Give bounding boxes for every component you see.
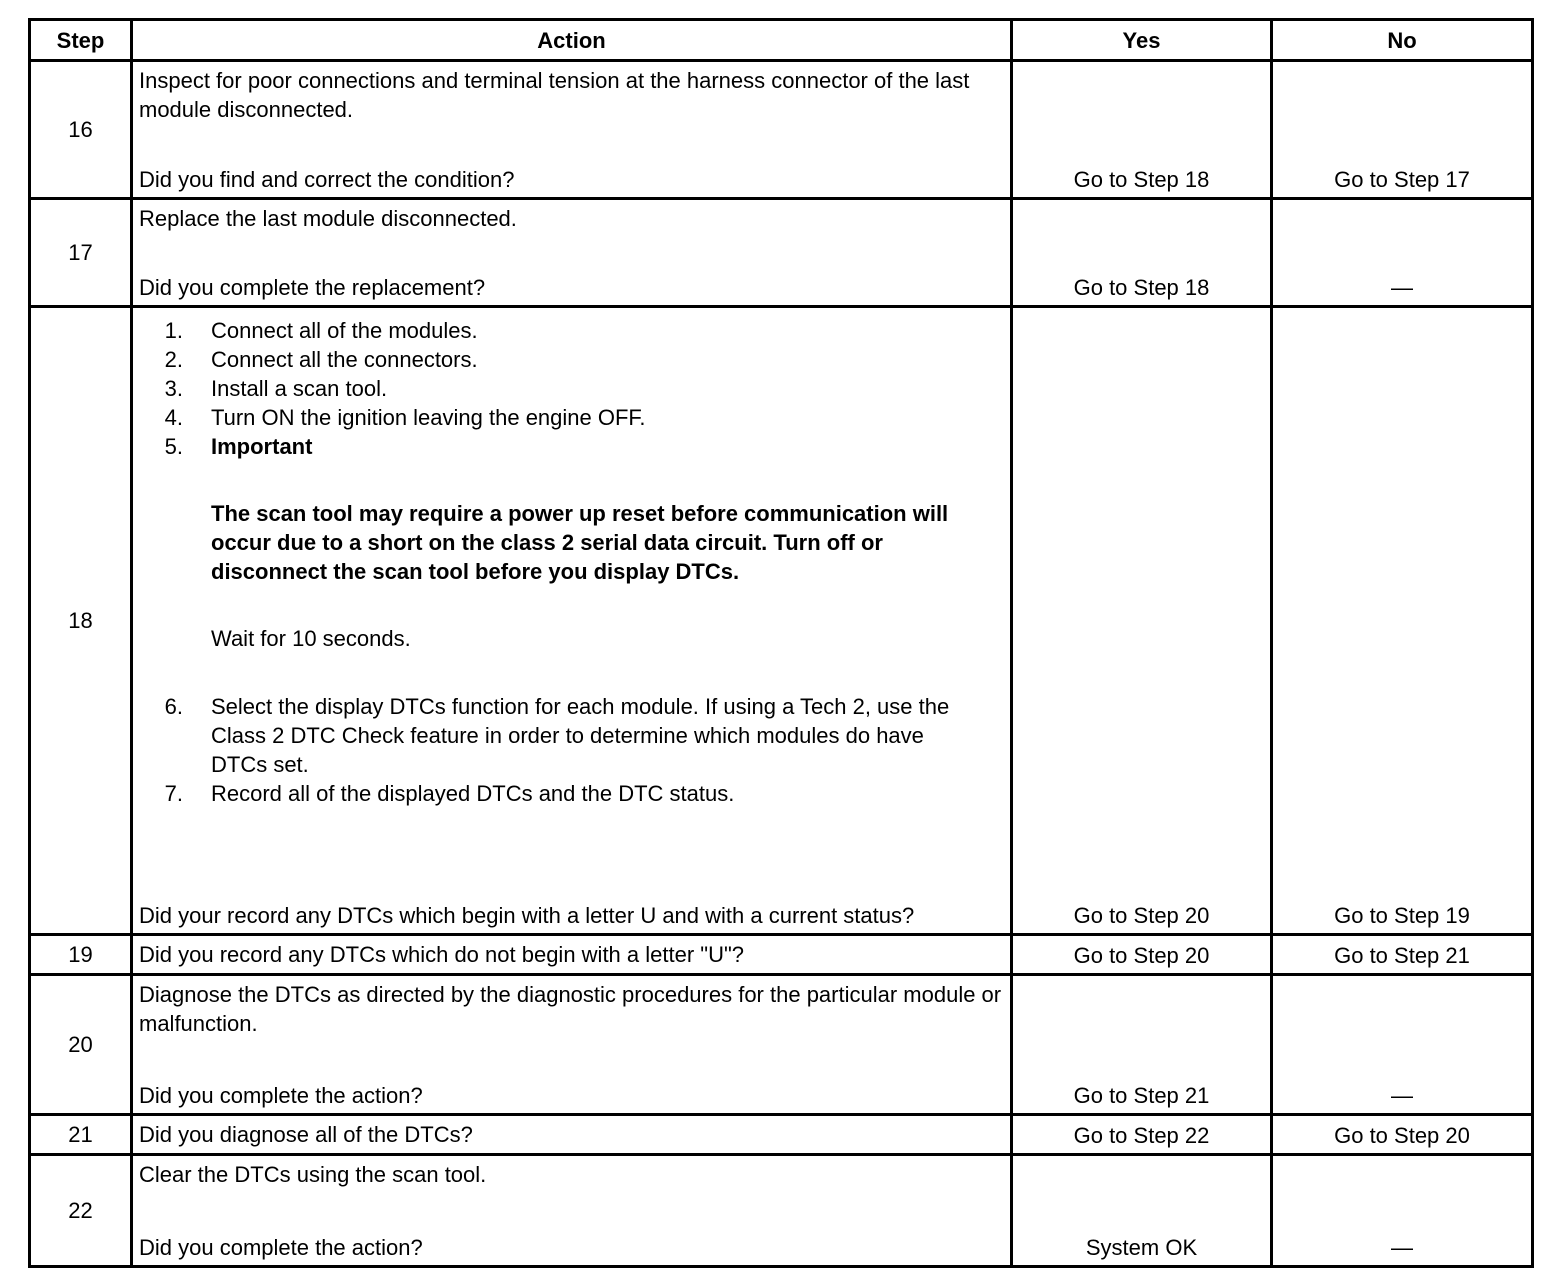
question-text: Did you complete the replacement?	[139, 275, 486, 300]
diagnostic-table	[28, 18, 1534, 1268]
step-number: 18	[30, 307, 132, 935]
yes-result: System OK	[1085, 1235, 1198, 1260]
procedure-list	[139, 316, 1004, 808]
header-yes: Yes	[1012, 20, 1272, 61]
list-item: 5. Important The scan tool may require a power up reset before communication will occur due to a short on the class 2 serial data circuit. Turn off or disconnect the scan tool before you display DTCs. Wait for 10 seconds.	[139, 432, 1004, 653]
action-text: Replace the last module disconnected.	[139, 206, 517, 231]
wait-text: Wait for 10 seconds.	[211, 626, 411, 651]
yes-result: Go to Step 22	[1073, 1123, 1210, 1148]
header-step: Step	[30, 20, 132, 61]
action-text: Diagnose the DTCs as directed by the diagnostic procedures for the particular module or malfunction.	[139, 982, 1002, 1036]
action-text: Inspect for poor connections and terminal tension at the harness connector of the last module disconnected.	[139, 68, 970, 122]
no-result: Go to Step 17	[1334, 167, 1470, 192]
table-row	[30, 1155, 1533, 1267]
table-row	[30, 199, 1533, 307]
table-row	[30, 935, 1533, 975]
step-number: 19	[30, 935, 132, 975]
question-text: Did you diagnose all of the DTCs?	[139, 1122, 473, 1147]
table-row	[30, 307, 1533, 935]
yes-result: Go to Step 20	[1073, 903, 1210, 928]
no-result: Go to Step 19	[1334, 903, 1470, 928]
important-label: Important	[211, 434, 313, 459]
table-row	[30, 1115, 1533, 1155]
header-action: Action	[132, 20, 1012, 61]
yes-result: Go to Step 20	[1073, 943, 1210, 968]
yes-result: Go to Step 21	[1073, 1083, 1210, 1108]
yes-result: Go to Step 18	[1073, 167, 1210, 192]
question-text: Did your record any DTCs which begin with a letter U and with a current status?	[139, 903, 915, 928]
step-number: 22	[30, 1155, 132, 1267]
question-text: Did you record any DTCs which do not begin with a letter "U"?	[139, 942, 745, 967]
important-note: The scan tool may require a power up reset before communication will occur due to a short on the class 2 serial data circuit. Turn off or disconnect the scan tool before you display DTCs.	[211, 501, 949, 584]
action-text: Clear the DTCs using the scan tool.	[139, 1162, 487, 1187]
no-result: —	[1391, 1235, 1413, 1260]
list-item: 2. Connect all the connectors.	[164, 347, 478, 372]
step-number: 17	[30, 199, 132, 307]
header-no: No	[1272, 20, 1533, 61]
list-item: 3. Install a scan tool.	[164, 376, 388, 401]
table-row	[30, 61, 1533, 199]
step-number: 16	[30, 61, 132, 199]
list-item: 1. Connect all of the modules.	[164, 318, 478, 343]
list-item: 6. Select the display DTCs function for each module. If using a Tech 2, use the Class 2 DTC Check feature in order to determine which modules do have DTCs set.	[164, 694, 950, 777]
no-result: —	[1391, 1083, 1413, 1108]
no-result: Go to Step 20	[1334, 1123, 1470, 1148]
header-row	[30, 20, 1533, 61]
no-result: Go to Step 21	[1334, 943, 1470, 968]
yes-result: Go to Step 18	[1073, 275, 1210, 300]
question-text: Did you complete the action?	[139, 1235, 423, 1260]
step-number: 21	[30, 1115, 132, 1155]
table-row	[30, 975, 1533, 1115]
list-item: 4. Turn ON the ignition leaving the engine OFF.	[164, 405, 646, 430]
question-text: Did you find and correct the condition?	[139, 167, 515, 192]
no-result: —	[1391, 275, 1413, 300]
list-item: 7. Record all of the displayed DTCs and the DTC status.	[164, 781, 735, 806]
question-text: Did you complete the action?	[139, 1083, 423, 1108]
step-number: 20	[30, 975, 132, 1115]
